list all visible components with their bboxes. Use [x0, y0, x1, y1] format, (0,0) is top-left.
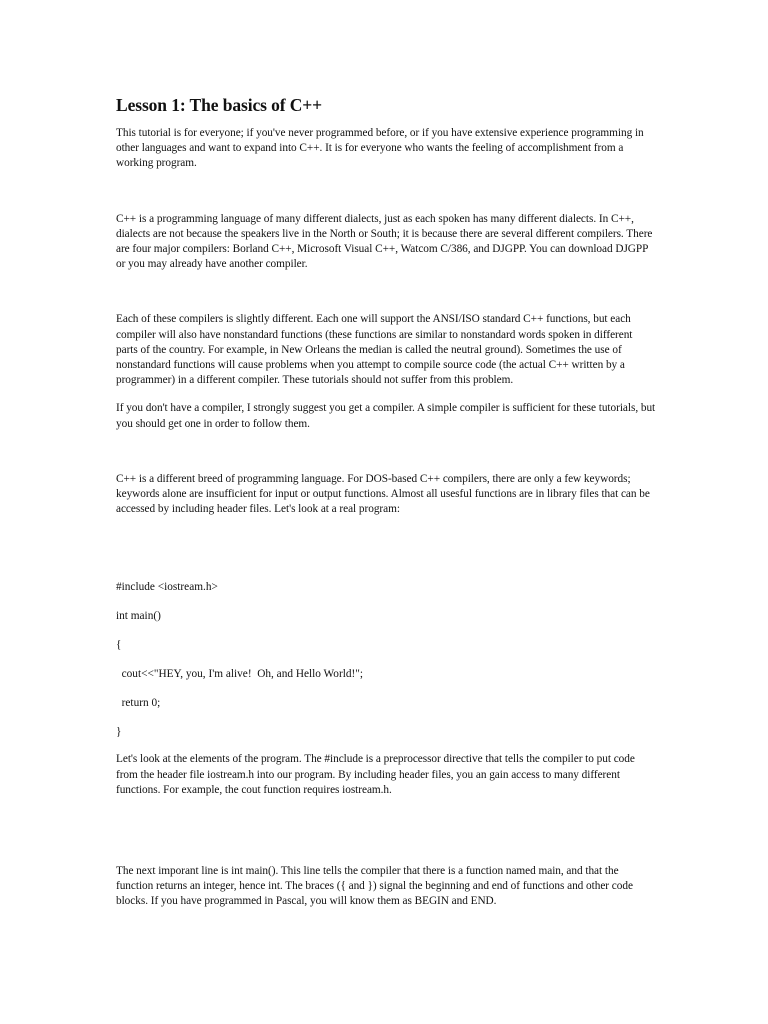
paragraph-get-compiler: If you don't have a compiler, I strongly suggest you get a compiler. A simple compiler is sufficient for these tutorials, but you should get one in order to follow them. — [116, 402, 656, 430]
code-line-open-brace: { — [116, 639, 122, 652]
code-line-close-brace: } — [116, 726, 122, 739]
paragraph-dialects: C++ is a programming language of many different dialects, just as each spoken has many different dialects. In C++, dialects are not because the speakers live in the North or South; it is because there are several different compilers. There are four major compilers: Borland C++, Microsoft Visual C++, Watcom C/386, and DJGPP. You can download DJGPP or you may already have another compiler. — [116, 212, 653, 271]
paragraph-elements: Let's look at the elements of the program. The #include is a preprocessor directive that tells the compiler to put code from the header file iostream.h into our program. By including header files, you an gain access to many different functions. For example, the cout function requires iostream.h. — [116, 753, 635, 796]
code-line-cout: cout<<"HEY, you, I'm alive! Oh, and Hello World!"; — [116, 668, 364, 681]
code-line-return: return 0; — [116, 697, 161, 710]
code-line-main: int main() — [116, 610, 161, 623]
paragraph-compilers: Each of these compilers is slightly different. Each one will support the ANSI/ISO standard C++ functions, but each compiler will also have nonstandard functions (these functions are similar to nonstandard words spoken in different parts of the country. For example, in New Orleans the median is called the neutral ground). Sometimes the use of nonstandard functions will cause problems when you attempt to compile source code (the actual C++ written by a programmer) in a different compiler. These tutorials should not suffer from this problem. — [116, 313, 633, 387]
code-line-include: #include <iostream.h> — [116, 581, 218, 594]
paragraph-intro: This tutorial is for everyone; if you've never programmed before, or if you have extensive experience programming in other languages and want to expand into C++. It is for everyone who wants the feeling of accomplishment from a working program. — [116, 127, 644, 170]
paragraph-main-function: The next imporant line is int main(). This line tells the compiler that there is a function named main, and that the function returns an integer, hence int. The braces ({ and }) signal the beginning and end of functions and other code blocks. If you have programmed in Pascal, you will know them as BEGIN and END. — [116, 865, 633, 908]
paragraph-keywords: C++ is a different breed of programming language. For DOS-based C++ compilers, there are only a few keywords; keywords alone are insufficient for input or output functions. Almost all usesful functions are in library files that can be accessed by including header files. Let's look at a real program: — [116, 472, 650, 516]
document-content — [116, 95, 656, 910]
lesson-title: Lesson 1: The basics of C++ — [116, 95, 323, 115]
